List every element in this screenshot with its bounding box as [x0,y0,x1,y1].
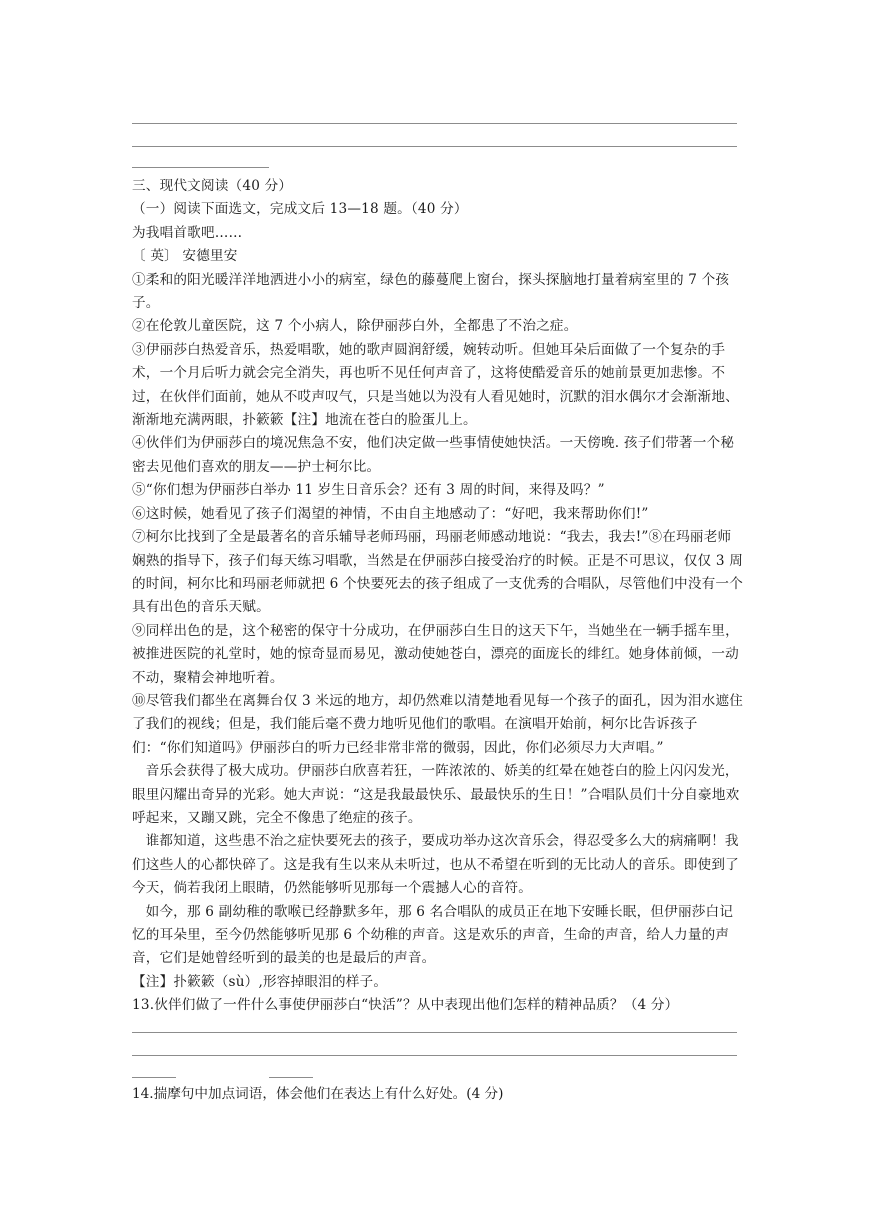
answer-line[interactable] [132,1077,176,1078]
paragraph-ending: 如今，那 6 副幼稚的歌喉已经静默多年，那 6 名合唱队的成员正在地下安睡长眠，但伊丽莎白记忆的耳朵里，至今仍然能够听见那 6 个幼稚的声音。这是欢乐的声音，生命的声音，给人力量的声音，它们是她曾经听到的最美的也是最后的声音。 [132,903,734,967]
paragraph-3: ③伊丽莎白热爱音乐，热爱唱歌，她的歌声圆润舒缓，婉转动听。但她耳朵后面做了一个复杂的手术，一个月后听力就会完全消失，再也听不见任何声音了，这将使酷爱音乐的她前景更加悲惨。不过，在伙伴们面前，她从不哎声叹气，只是当她以为没有人看见她时，沉默的泪水偶尔才会渐渐地、渐渐地充满两眼，扑簌簌【注】地流在苍白的脸蛋儿上。 [132,341,739,429]
answer-line[interactable] [132,1055,737,1056]
paragraph-5: ⑤“你们想为伊丽莎白举办 11 岁生日音乐会？还有 3 周的时间，来得及吗？” [132,482,605,499]
answer-line [132,167,269,168]
passage-title: 为我唱首歌吧…… [132,224,243,241]
paragraph-6: ⑥这时候，她看见了孩子们渴望的神情，不由自主地感动了：“好吧，我来帮助你们!” [132,505,649,522]
paragraph-concert-success: 音乐会获得了极大成功。伊丽莎白欣喜若狂，一阵浓浓的、娇美的红晕在她苍白的脸上闪闪发光，眼里闪耀出奇异的光彩。她大声说：“这是我最最快乐、最最快乐的生日！”合唱队员们十分自豪地欢呼起来，又蹦又跳，完全不像患了绝症的孩子。 [132,763,740,826]
answer-line[interactable] [132,1032,737,1033]
question-13: 13.伙伴们做了一件什么事使伊丽莎白“快活”？从中表现出他们怎样的精神品质？（4 分） [132,997,679,1014]
paragraph-7-8: ⑦柯尔比找到了全是最著名的音乐辅导老师玛丽，玛丽老师感动地说：“我去，我去!”⑧在玛丽老师娴熟的指导下，孩子们每天练习唱歌，当然是在伊丽莎白接受治疗的时候。正是不可思议，仅仅 3 周的时间，柯尔比和玛丽老师就把 6 个快要死去的孩子组成了一支优秀的合唱队，尽管他们中没有一个具有出色的音乐天赋。 [132,529,744,616]
question-14: 14.揣摩句中加点词语，体会他们在表达上有什么好处。(4 分) [132,1086,504,1102]
paragraph-10: ⑩尽管我们都坐在离舞台仅 3 米远的地方，却仍然难以清楚地看见每一个孩子的面孔，因为泪水遮住了我们的视线；但是，我们能后毫不费力地听见他们的歌唱。在演唱开始前，柯尔比告诉孩子们：“你们知道吗》伊丽莎白的听力已经非常非常的微弱，因此，你们必须尽力大声唱。” [132,692,744,756]
paragraph-2: ②在伦敦儿童医院，这 7 个小病人，除伊丽莎白外，全都患了不治之症。 [132,318,578,335]
answer-line[interactable] [269,1077,313,1078]
paragraph-4: ④伙伴们为伊丽莎白的境况焦急不安，他们决定做一些事情使她快活。一天傍晚. 孩子们带著一个秘密去见他们喜欢的朋友——护士柯尔比。 [132,435,735,475]
footnote: 【注】扑簌簌（sù）,形容掉眼泪的样子。 [132,973,388,990]
answer-line [132,146,737,147]
paragraph-9: ⑨同样出色的是，这个秘密的保守十分成功，在伊丽莎白生日的这天下午，当她坐在一辆手摇车里，被推进医院的礼堂时，她的惊奇显而易见，激动使她苍白，漂亮的面庞长的绯红。她身体前倾，一动不动，聚精会神地听着。 [132,622,739,686]
reading-passage [132,175,744,1018]
answer-line [132,123,737,124]
section-heading: 三、现代文阅读（40 分） [132,178,293,194]
section-instruction: （一）阅读下面选文，完成文后 13—18 题。（40 分） [132,201,468,218]
paragraph-reflection: 谁都知道，这些患不治之症快要死去的孩子，要成功举办这次音乐会，得忍受多么大的病痛啊！我们这些人的心都快碎了。这是我有生以来从未听过，也从不希望在听到的无比动人的音乐。即使到了今天，倘若我闭上眼睛，仍然能够听见那每一个震撼人心的音符。 [132,833,739,897]
paragraph-1: ①柔和的阳光暖洋洋地洒进小小的病室，绿色的藤蔓爬上窗台，探头探脑地打量着病室里的 7 个孩子。 [132,271,730,312]
passage-author: 〔 英〕 安德里安 [132,248,238,265]
